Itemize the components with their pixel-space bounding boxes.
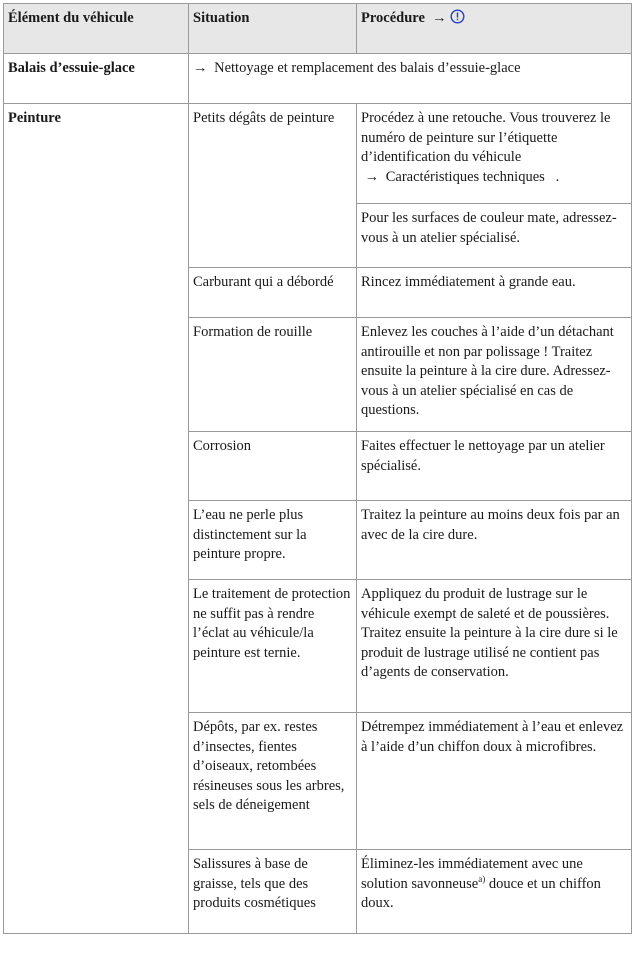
procedure-text-a: Éliminez-les immédiatement avec une solution savonneuse — [361, 856, 583, 892]
ref-arrow: → — [364, 168, 380, 185]
procedure-cell: Détrempez immédiatement à l’eau et enlevez à l’aide d’un chiffon doux à microfibres. — [357, 713, 632, 850]
wiper-procedure-link[interactable]: Nettoyage et remplacement des balais d’essuie-glace — [214, 60, 521, 76]
ref-end: . — [555, 168, 560, 185]
procedure-cell — [357, 104, 632, 204]
wiper-procedure — [189, 54, 632, 104]
element-paint: Peinture — [4, 104, 189, 934]
ref-tech-specs-link[interactable]: Caractéristiques techniques — [385, 168, 545, 185]
header-arrow: → — [432, 10, 447, 26]
procedure-text-b: douce et un chiffon doux. — [361, 875, 601, 911]
header-element: Élément du véhicule — [4, 4, 189, 54]
warning-circle-icon[interactable] — [450, 9, 465, 31]
situation-cell: Le traitement de protection ne suffit pas à rendre l’éclat au véhicule/la peinture est ternie. — [189, 580, 357, 713]
situation-cell: L’eau ne perle plus distinctement sur la peinture propre. — [189, 501, 357, 580]
situation-cell: Formation de rouille — [189, 318, 357, 432]
procedure-cell: Pour les surfaces de couleur mate, adressez-vous à un atelier spécialisé. — [357, 204, 632, 268]
procedure-text: Procédez à une retouche. Vous trouverez le numéro de peinture sur l’étiquette d’identification du véhicule — [361, 110, 611, 165]
header-procedure-label: Procédure — [361, 10, 425, 26]
procedure-cell: Enlevez les couches à l’aide d’un détachant antirouille et non par polissage ! Traitez ensuite la peinture à la cire dure. Adressez-vous à un atelier spécialisé en cas de questions. — [357, 318, 632, 432]
header-row — [4, 4, 632, 54]
element-wiper: Balais d’essuie-glace — [4, 54, 189, 104]
situation-cell: Dépôts, par ex. restes d’insectes, fientes d’oiseaux, retombées résineuses sous les arbres, sels de déneigement — [189, 713, 357, 850]
table-row — [4, 104, 632, 204]
table-header — [4, 4, 632, 54]
procedure-cell: Faites effectuer le nettoyage par un atelier spécialisé. — [357, 432, 632, 501]
header-procedure — [357, 4, 632, 54]
procedure-cell: Appliquez du produit de lustrage sur le véhicule exempt de saleté et de poussières. Traitez ensuite la peinture à la cire dure si le produit de lustrage utilisé ne contient pas d’agents de conservation. — [357, 580, 632, 713]
table-row — [4, 54, 632, 104]
procedure-cell: Traitez la peinture au moins deux fois par an avec de la cire dure. — [357, 501, 632, 580]
care-table — [3, 3, 632, 934]
situation-cell: Carburant qui a débordé — [189, 268, 357, 318]
header-situation: Situation — [189, 4, 357, 54]
footnote-marker: a) — [478, 873, 486, 884]
situation-cell: Salissures à base de graisse, tels que des produits cosmétiques — [189, 850, 357, 934]
wiper-arrow: → — [193, 60, 208, 76]
situation-cell: Petits dégâts de peinture — [189, 104, 357, 268]
situation-cell: Corrosion — [189, 432, 357, 501]
procedure-cell — [357, 850, 632, 934]
procedure-cell: Rincez immédiatement à grande eau. — [357, 268, 632, 318]
